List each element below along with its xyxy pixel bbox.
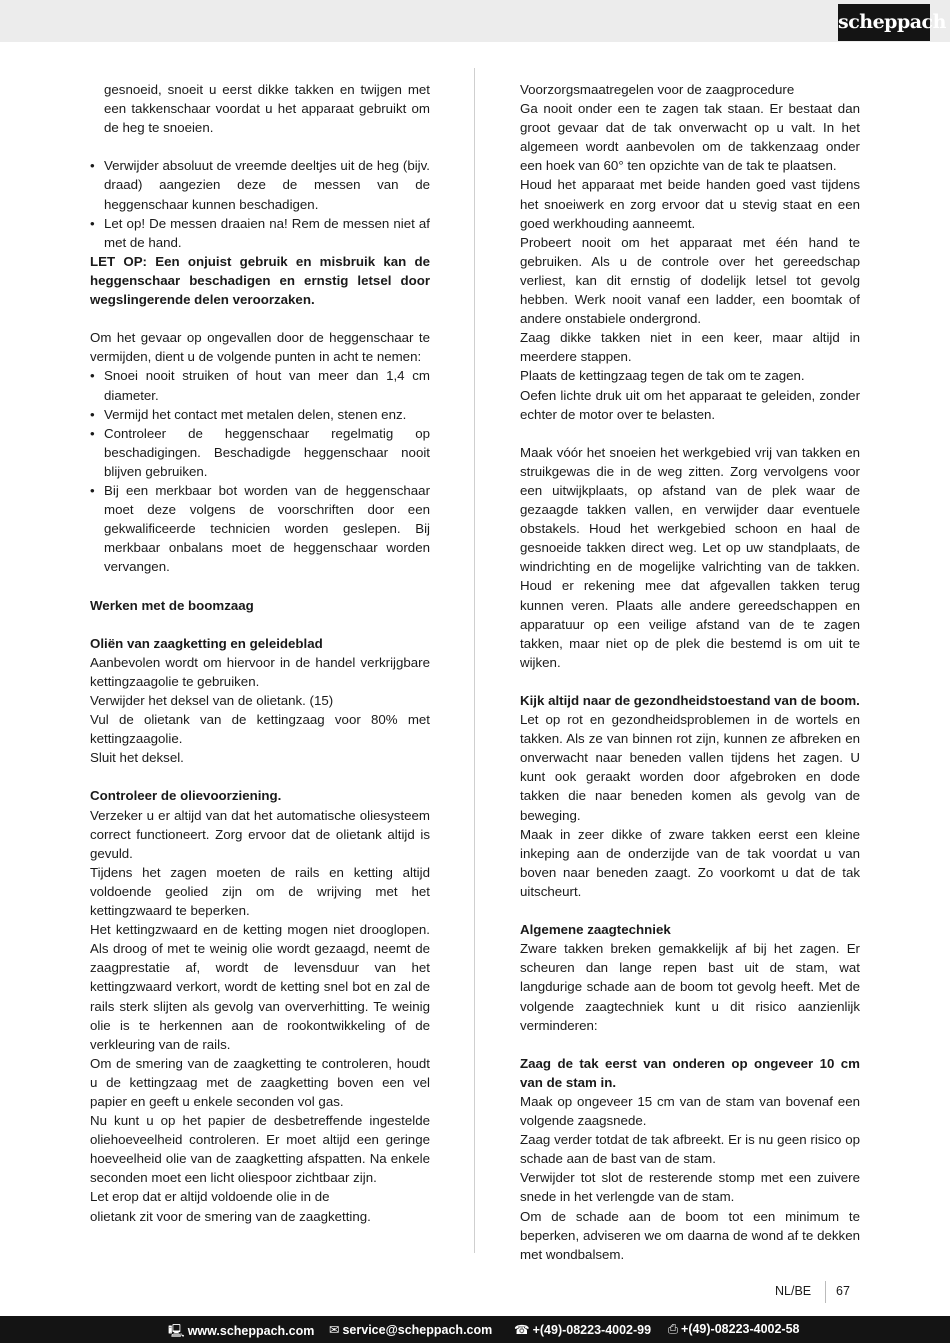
bullet-item: • Controleer de heggenschaar regelmatig op beschadigingen. Beschadigde heggenschaar nooit blijven gebruiken. (90, 424, 430, 481)
header-bar (0, 0, 950, 42)
body-paragraph: Verwijder het deksel van de olietank. (15) (90, 693, 334, 708)
bullet-item: • Bij een merkbaar bot worden van de heggenschaar moet deze volgens de voorschriften door een gekwalificeerde technicien worden geslepen. Bij merkbaar onbalans moet de heggenschaar worden vervangen. (90, 481, 430, 576)
body-paragraph: Maak op ongeveer 15 cm van de stam van bovenaf een volgende zaagsnede. (520, 1093, 860, 1129)
bullet-item: • Let op! De messen draaien na! Rem de messen niet af met de hand. (90, 214, 430, 252)
body-paragraph: Aanbevolen wordt om hiervoor in de handel verkrijgbare kettingzaagolie te gebruiken. (90, 654, 430, 689)
body-paragraph: Ga nooit onder een te zagen tak staan. Er bestaat dan groot gevaar dat de tak onverwacht op u valt. In het algemeen wordt aanbevolen om de takkenzaag onder een hoek van 60° ten opzichte van de tak te plaatsen. (520, 101, 860, 174)
column-divider (474, 68, 475, 1253)
computer-icon: 🖳 (168, 1324, 185, 1338)
language-code: NL/BE (775, 1284, 812, 1298)
body-paragraph: Zaag verder totdat de tak afbreekt. Er is nu geen risico op schade aan de bast van de stam. (520, 1132, 860, 1167)
section-heading: Zaag de tak eerst van onderen op ongeveer 10 cm van de stam in. (520, 1055, 860, 1090)
phone-info (514, 1322, 651, 1337)
paragraph-gap (90, 576, 430, 595)
body-paragraph: Plaats de kettingzaag tegen de tak om te zagen. (520, 368, 805, 384)
page-number: 67 (836, 1284, 850, 1298)
paragraph-gap (520, 672, 860, 691)
section-heading: Controleer de olievoorziening. (90, 788, 282, 804)
body-paragraph: Let op rot en gezondheidsproblemen in de wortels en takken. Als ze van binnen rot zijn, kunnen ze afbreken en onverwacht naar beneden vallen tijdens het zagen. U kunt ook geraakt worden door afgebroken en dode takken die naar beneden komen als gevolg van de beweging. (520, 712, 860, 823)
body-paragraph: Om het gevaar op ongevallen door de heggenschaar te vermijden, dient u de volgende punten in acht te nemen: (90, 330, 430, 365)
body-paragraph: Probeert nooit om het apparaat met één hand te gebruiken. Als u de controle over het gereedschap verliest, kan dit ernstig of dodelijk letsel tot gevolg hebben. Werk nooit vanaf een ladder, een boomtak of andere onstabiele ondergrond. (520, 234, 860, 327)
body-paragraph: Zaag dikke takken niet in een keer, maar altijd in meerdere stappen. (520, 330, 860, 365)
mail-icon: ✉ (329, 1323, 340, 1337)
body-paragraph: Vul de olietank van de kettingzaag voor 80% met kettingzaagolie. (90, 712, 430, 747)
body-paragraph: Let erop dat er altijd voldoende olie in de (90, 1189, 330, 1205)
body-paragraph: olietank zit voor de smering van de zaagketting. (90, 1208, 371, 1224)
indented-paragraph: gesnoeid, snoeit u eerst dikke takken en twijgen met een takkenschaar voordat u het apparaat gebruikt om de heg te snoeien. (104, 82, 430, 136)
section-heading: Kijk altijd naar de gezondheidstoestand van de boom. (520, 693, 860, 708)
body-paragraph: Om de schade aan de boom tot een minimum te beperken, adviseren we om daarna de wond af te dekken met wondbalsem. (520, 1208, 860, 1262)
contact-bar (0, 1316, 950, 1343)
fax-icon: ⎙ (668, 1322, 679, 1336)
email-link[interactable] (329, 1322, 492, 1337)
body-paragraph: Zware takken breken gemakkelijk af bij het zagen. Er scheuren dan lange repen bast uit de stam, wat langdurige schade aan de boom tot gevolg heeft. Met de volgende zaagtechniek kunt u dit risico aanzienlijk verminderen: (520, 941, 860, 1033)
website-text: www.scheppach.com (187, 1324, 315, 1338)
email-text: service@scheppach.com (342, 1323, 493, 1337)
body-paragraph: Nu kunt u op het papier de desbetreffende ingestelde oliehoeveelheid controleren. Er moet altijd een geringe hoeveelheid olie van de zaagketting afspatten. Na enkele seconden moet een licht oliespoor zichtbaar zijn. (90, 1113, 430, 1186)
phone-icon: ☎ (514, 1323, 530, 1337)
paragraph-gap (90, 309, 430, 328)
bullet-item: • Snoei nooit struiken of hout van meer dan 1,4 cm diameter. (90, 366, 430, 404)
body-paragraph: Maak in zeer dikke of zware takken eerst een kleine inkeping aan de onderzijde van de tak voordat u van boven naar beneden zaagt. Zo voorkomt u dat de tak uitscheurt. (520, 826, 860, 899)
bullet-item: • Vermijd het contact met metalen delen, stenen enz. (90, 405, 430, 424)
section-heading: LET OP: Een onjuist gebruik en misbruik kan de heggenschaar beschadigen en ernstig letsel door wegslingerende delen veroorzaken. (90, 253, 430, 308)
body-paragraph: Maak vóór het snoeien het werkgebied vrij van takken en struikgewas die in de weg zitten. Zorg vervolgens voor een uitwijkplaats, op afstand van de plek waar de gezaagde takken vallen, en verwijder daar eventuele obstakels. Houd het werkgebied schoon en haal de gesnoeide takken direct weg. Let op uw standplaats, de windrichting en de mogelijke valrichting van de takken. Houd er rekening mee dat afgevallen takken terug kunnen veren. Plaats alle andere gereedschappen en apparatuur op een veilige afstand van de te zagen takken, maar niet op de plek die bestemd is om uit te wijken. (520, 444, 860, 670)
left-column (90, 80, 430, 1226)
bullet-item: • Verwijder absoluut de vreemde deeltjes uit de heg (bijv. draad) aangezien deze de messen van de heggenschaar kunnen beschadigen. (90, 156, 430, 213)
section-heading: Werken met de boomzaag (90, 597, 254, 613)
body-paragraph: Sluit het deksel. (90, 750, 184, 766)
body-paragraph: Verwijder tot slot de resterende stomp met een zuivere snede in het verlengde van de stam. (520, 1170, 860, 1205)
body-paragraph: Het kettingzwaard en de ketting mogen niet drooglopen. Als droog of met te weinig olie wordt gezaagd, neemt de zaagprestatie af, wordt de levensduur van het kettingzwaard verkort, wordt de ketting snel bot en zal de rails sterk slijten als gevolg van oververhitting. Te weinig olie is te herkennen aan de rookontwikkeling of de verkleuring van de rails. (90, 922, 430, 1052)
body-paragraph: Tijdens het zagen moeten de rails en ketting altijd voldoende geolied zijn om de wrijving met het kettingzwaard te beperken. (90, 864, 430, 919)
paragraph-gap (90, 615, 430, 634)
fax-text: +(49)-08223-4002-58 (681, 1322, 800, 1336)
website-link[interactable] (168, 1322, 314, 1343)
body-paragraph: Verzeker u er altijd van dat het automatische oliesysteem correct functioneert. Zorg ervoor dat de olietank altijd is gevuld. (90, 807, 430, 861)
body-paragraph: Om de smering van de zaagketting te controleren, houdt u de kettingzaag met de zaagketting boven een vel papier en geeft u enkele seconden vol gas. (90, 1055, 430, 1109)
body-paragraph: Oefen lichte druk uit om het apparaat te geleiden, zonder echter de motor over te belasten. (520, 387, 860, 422)
paragraph-gap (520, 424, 860, 443)
footer-separator (825, 1281, 826, 1303)
scheppach-logo: scheppach (838, 4, 930, 41)
right-column (520, 80, 860, 1264)
section-heading: Oliën van zaagketting en geleideblad (90, 635, 323, 651)
paragraph-gap (90, 767, 430, 786)
body-paragraph: Houd het apparaat met beide handen goed vast tijdens het snoeiwerk en zorg ervoor dat u stevig staat en een goed werkhouding aanneemt. (520, 177, 860, 231)
phone-text: +(49)-08223-4002-99 (532, 1323, 652, 1337)
fax-info (668, 1322, 800, 1337)
paragraph-gap (520, 1035, 860, 1054)
body-paragraph: Voorzorgsmaatregelen voor de zaagprocedure (520, 82, 795, 97)
paragraph-gap (90, 137, 430, 156)
section-heading: Algemene zaagtechniek (520, 922, 671, 938)
paragraph-gap (520, 901, 860, 920)
